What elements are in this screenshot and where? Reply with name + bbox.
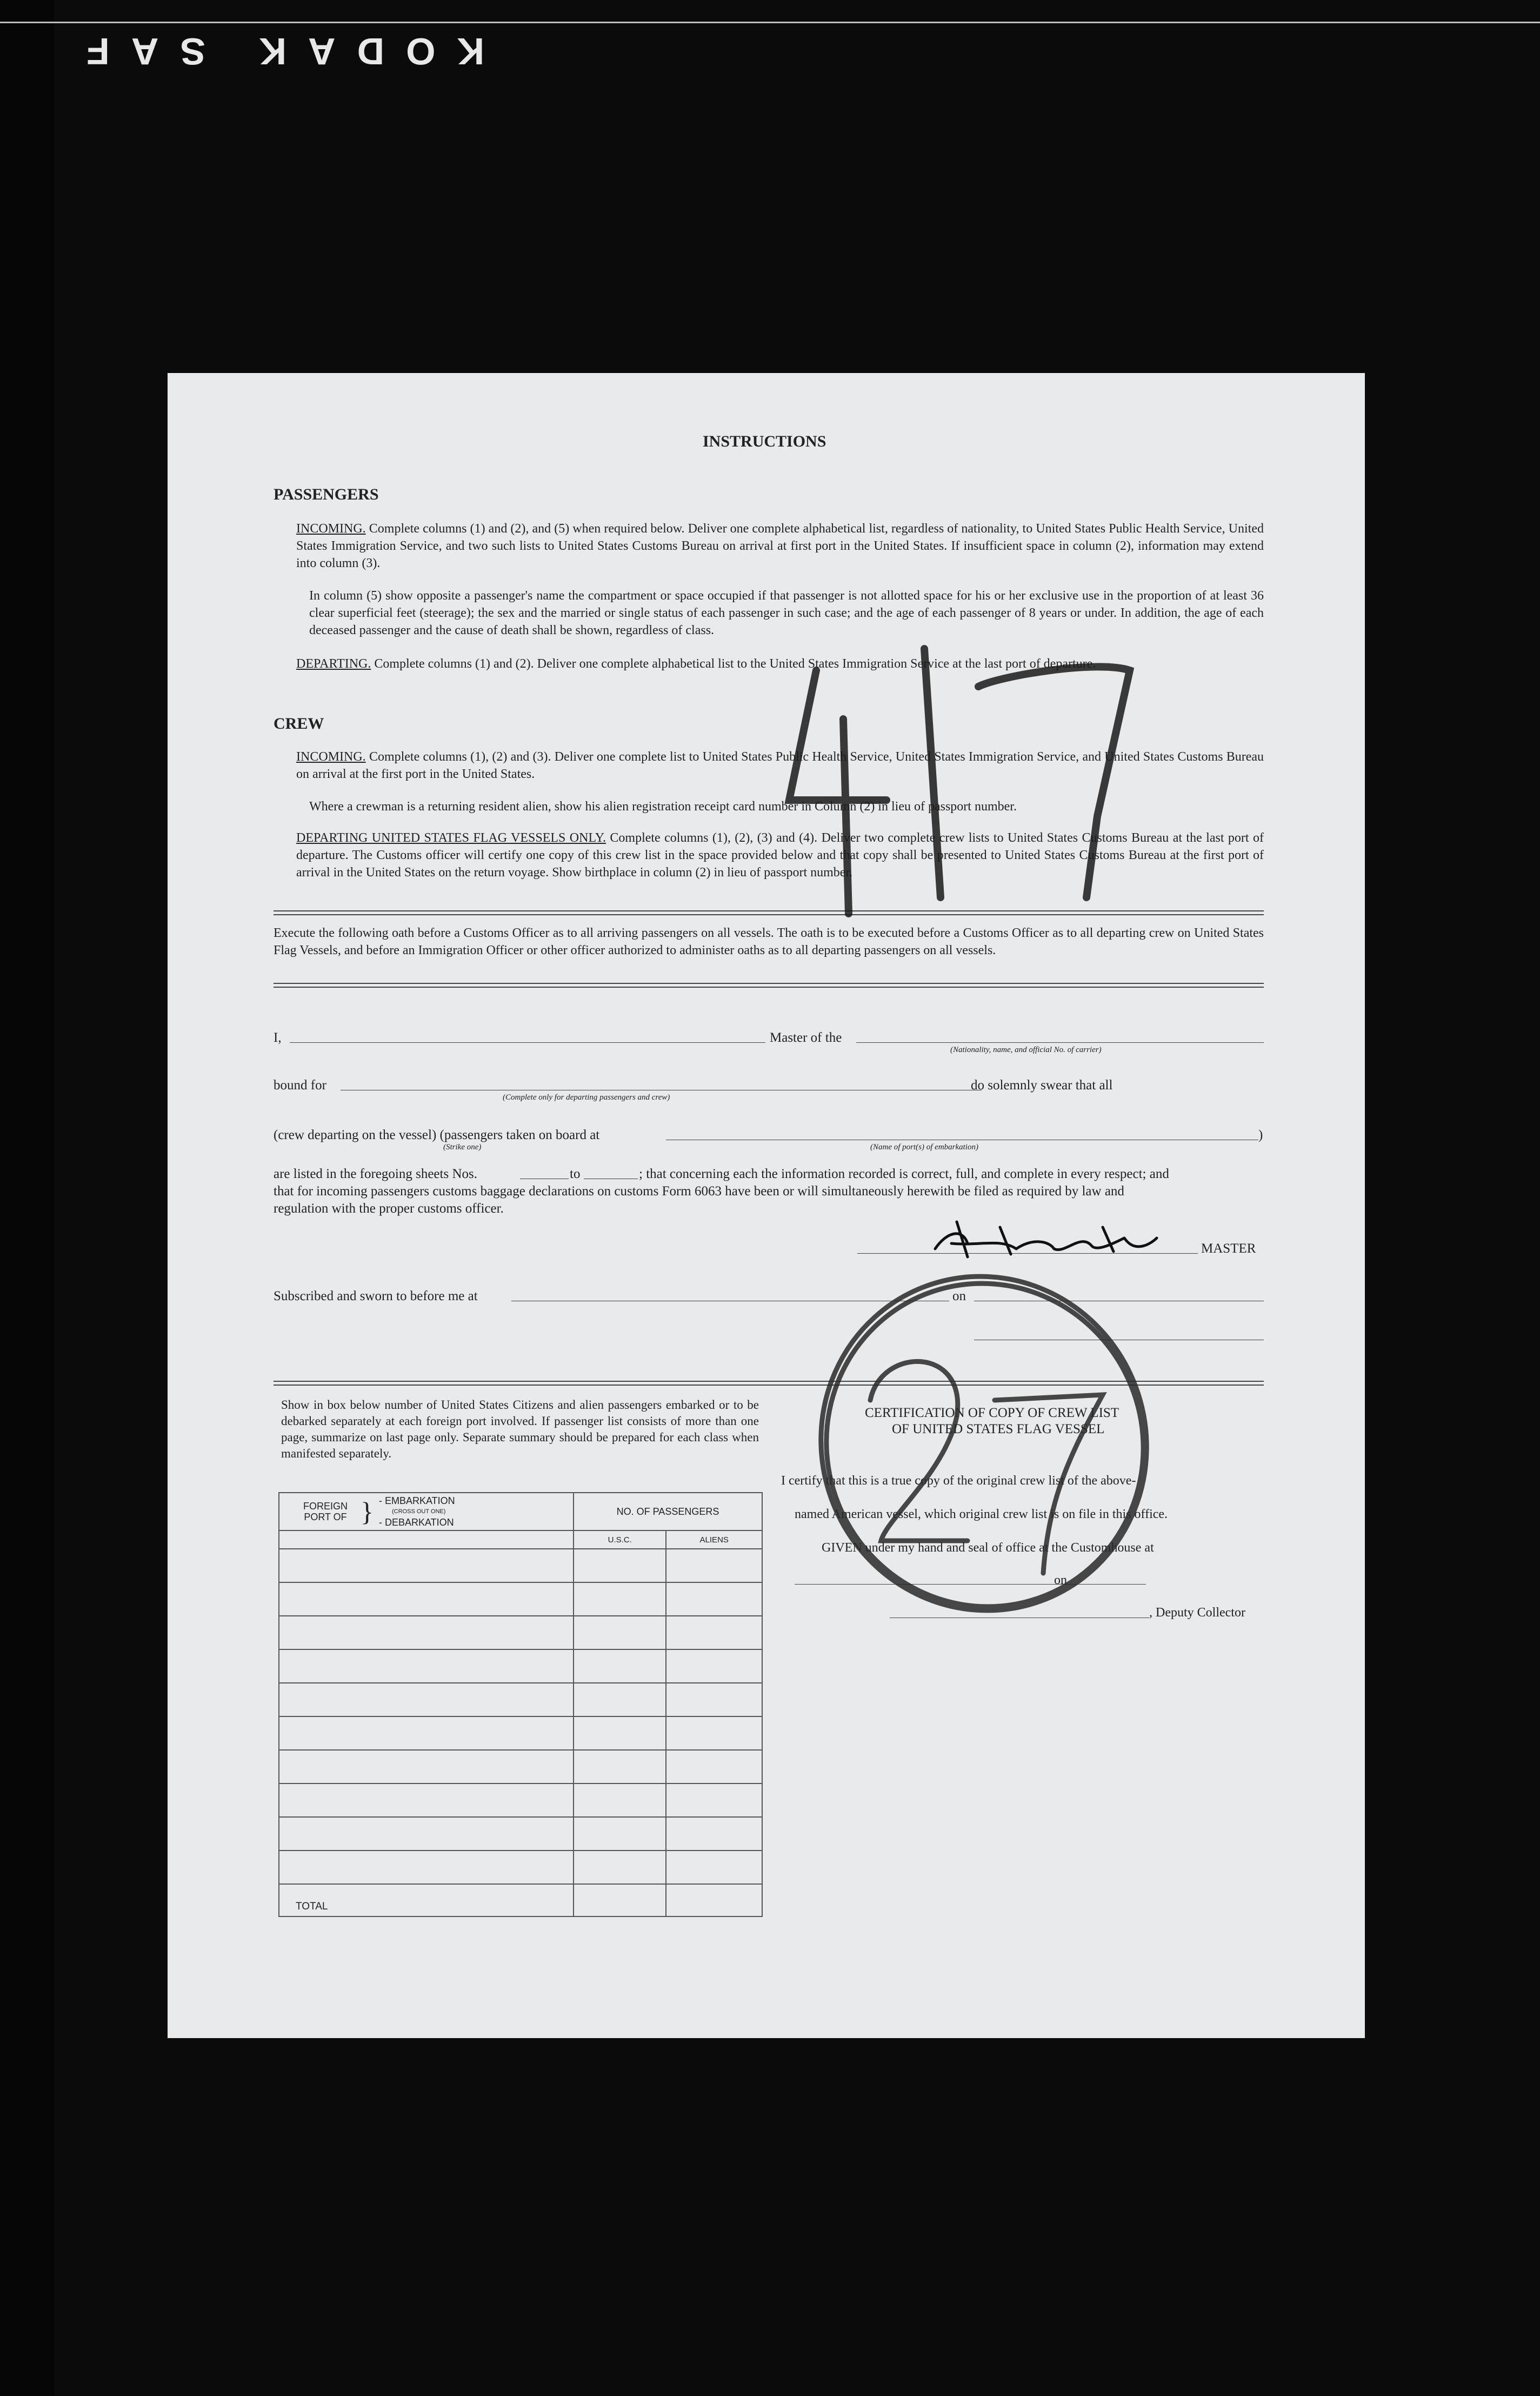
- table-cell[interactable]: [279, 1750, 574, 1783]
- subscribed-on-label: on: [952, 1289, 966, 1303]
- no-of-passengers-header: NO. OF PASSENGERS: [574, 1493, 762, 1530]
- column5-paragraph: In column (5) show opposite a passenger's name the compartment or space occupied if that passenger is not allotted space for his or her exclusive use in the proportion of at least 36 clear superficial feet (steerage); the sex and the married or single status of each passenger in such case; and the age of each passenger of 8 years or under. In addition, the age of each deceased passenger and the cause of death shall be shown, regardless of class.: [309, 589, 1264, 637]
- brace: }: [361, 1496, 374, 1527]
- aliens-header: ALIENS: [666, 1530, 762, 1549]
- incoming-label: INCOMING.: [296, 522, 366, 536]
- table-cell[interactable]: [279, 1549, 574, 1582]
- certification-on-label: on: [1054, 1573, 1067, 1587]
- table-cell[interactable]: [279, 1649, 574, 1683]
- certification-line-1: I certify that this is a true copy of the original crew list of the above-: [781, 1474, 1136, 1488]
- table-cell[interactable]: [666, 1716, 762, 1750]
- table-cell[interactable]: [279, 1817, 574, 1851]
- crew-departing-label-oath: (crew departing on the vessel) (passengers taken on board at: [274, 1128, 600, 1142]
- oath-intro: Execute the following oath before a Customs Officer as to all arriving passengers on all vessels. The oath is to be executed before a Customs Officer as to all departing crew on United States Flag Vessels, and before an Immigration Officer or other officer authorized to administer oaths as to all departing passengers on all vessels.: [274, 926, 1264, 957]
- oath-divider: [274, 983, 1264, 988]
- port-header-cell: [279, 1493, 574, 1530]
- table-cell[interactable]: [279, 1616, 574, 1649]
- listed-d: regulation with the proper customs officer.: [274, 1201, 504, 1216]
- film-edge-text: KODAK SAF: [65, 30, 485, 72]
- passenger-summary-table: [278, 1492, 763, 1917]
- instructions-title: INSTRUCTIONS: [703, 432, 826, 450]
- total-label: TOTAL: [279, 1884, 574, 1916]
- document-page: [168, 373, 1365, 2038]
- table-cell[interactable]: [574, 1549, 666, 1582]
- total-aliens-cell[interactable]: [666, 1884, 762, 1916]
- nationality-caption: (Nationality, name, and official No. of carrier): [950, 1046, 1102, 1054]
- table-cell[interactable]: [574, 1683, 666, 1716]
- crew-resident-paragraph: Where a crewman is a returning resident alien, show his alien registration receipt card number in Column (2) in lieu of passport number.: [309, 800, 1017, 814]
- crew-incoming-text: Complete columns (1), (2) and (3). Deliver one complete list to United States Public Health Service, United States Immigration Service, and United States Customs Bureau on arrival at the first port in the United States.: [296, 750, 1264, 781]
- strike-one-caption: (Strike one): [443, 1143, 482, 1152]
- table-cell[interactable]: [279, 1851, 574, 1884]
- table-cell[interactable]: [574, 1582, 666, 1616]
- table-cell[interactable]: [279, 1582, 574, 1616]
- debarkation-label: - DEBARKATION: [379, 1517, 454, 1528]
- listed-b: ; that concerning each the information recorded is correct, full, and complete in every respect; and: [639, 1167, 1169, 1181]
- listed-c: that for incoming passengers customs baggage declarations on customs Form 6063 have been or will simultaneously herewith be filed as required by law and: [274, 1184, 1124, 1199]
- do-solemnly-label: do solemnly swear that all: [971, 1078, 1113, 1093]
- table-cell[interactable]: [574, 1649, 666, 1683]
- table-cell[interactable]: [574, 1750, 666, 1783]
- departing-label: DEPARTING.: [296, 657, 371, 671]
- master-name-field[interactable]: [290, 1042, 765, 1043]
- circled-number-27: [789, 1238, 1200, 1627]
- table-cell[interactable]: [279, 1716, 574, 1750]
- handwritten-number-417: [751, 638, 1151, 919]
- table-cell[interactable]: [666, 1783, 762, 1817]
- deputy-collector-label: , Deputy Collector: [1149, 1606, 1245, 1620]
- complete-only-caption: (Complete only for departing passengers and crew): [503, 1093, 670, 1102]
- passengers-heading: PASSENGERS: [274, 485, 379, 503]
- passengers-incoming-paragraph: [296, 520, 1264, 572]
- master-label: MASTER: [1201, 1241, 1256, 1256]
- certification-title-2: OF UNITED STATES FLAG VESSEL: [892, 1422, 1105, 1436]
- departing-text: Complete columns (1) and (2). Deliver one complete alphabetical list to the United States Immigration Service at the last port of departure.: [374, 657, 1096, 671]
- summary-instruction: Show in box below number of United States Citizens and alien passengers embarked or to be debarked separately at each foreign port involved. If passenger list consists of more than one page, summarize on last page only. Separate summary should be prepared for each class when manifested separately.: [281, 1398, 759, 1460]
- listed-sheets-label: are listed in the foregoing sheets Nos.: [274, 1167, 477, 1181]
- incoming-text: Complete columns (1) and (2), and (5) when required below. Deliver one complete alphabetical list, regardless of nationality, to United States Public Health Service, United States Immigration Service, and two such lists to United States Customs Bureau on arrival at first port in the United States. If insufficient space in column (2), information may extend into column (3).: [296, 522, 1264, 570]
- crew-departing-label: DEPARTING UNITED STATES FLAG VESSELS ONLY.: [296, 831, 606, 845]
- table-cell[interactable]: [574, 1851, 666, 1884]
- table-cell[interactable]: [666, 1649, 762, 1683]
- crew-incoming-label: INCOMING.: [296, 750, 366, 764]
- cross-out-one: (CROSS OUT ONE): [392, 1508, 446, 1515]
- carrier-field[interactable]: [856, 1042, 1264, 1043]
- table-cell[interactable]: [666, 1851, 762, 1884]
- master-of-the-label: Master of the: [770, 1030, 842, 1045]
- table-cell[interactable]: [279, 1683, 574, 1716]
- table-cell[interactable]: [666, 1582, 762, 1616]
- usc-header: U.S.C.: [574, 1530, 666, 1549]
- table-cell[interactable]: [574, 1783, 666, 1817]
- table-cell[interactable]: [574, 1616, 666, 1649]
- table-cell[interactable]: [279, 1783, 574, 1817]
- table-cell[interactable]: [666, 1683, 762, 1716]
- certification-title-1: CERTIFICATION OF COPY OF CREW LIST: [865, 1406, 1119, 1420]
- embarkation-label: - EMBARKATION: [379, 1495, 455, 1506]
- certification-line-3: GIVEN under my hand and seal of office at the Customhouse at: [822, 1541, 1154, 1555]
- table-cell[interactable]: [574, 1817, 666, 1851]
- crew-heading: CREW: [274, 715, 324, 733]
- table-cell[interactable]: [574, 1716, 666, 1750]
- oath-i-label: I,: [274, 1030, 282, 1045]
- foreign-port-of: FOREIGN PORT OF: [303, 1501, 348, 1522]
- table-cell[interactable]: [666, 1616, 762, 1649]
- total-usc-cell[interactable]: [574, 1884, 666, 1916]
- bound-for-label: bound for: [274, 1078, 326, 1093]
- table-cell[interactable]: [666, 1549, 762, 1582]
- crew-departing-text: Complete columns (1), (2), (3) and (4). Deliver two complete crew lists to United States Customs Bureau at the last port of departure. The Customs officer will certify one copy of this crew list in the space provided below and that copy shall be presented to United States Customs Bureau at the first port of arrival in the United States on the return voyage. Show birthplace in column (2) in lieu of passport number.: [296, 831, 1264, 880]
- close-paren: ): [1258, 1128, 1263, 1142]
- ports-caption: (Name of port(s) of embarkation): [870, 1143, 978, 1152]
- table-cell[interactable]: [666, 1750, 762, 1783]
- certification-line-2: named American vessel, which original crew list is on file in this office.: [795, 1507, 1168, 1521]
- listed-to-label: to: [570, 1167, 581, 1181]
- table-cell[interactable]: [666, 1817, 762, 1851]
- subscribed-label: Subscribed and sworn to before me at: [274, 1289, 478, 1303]
